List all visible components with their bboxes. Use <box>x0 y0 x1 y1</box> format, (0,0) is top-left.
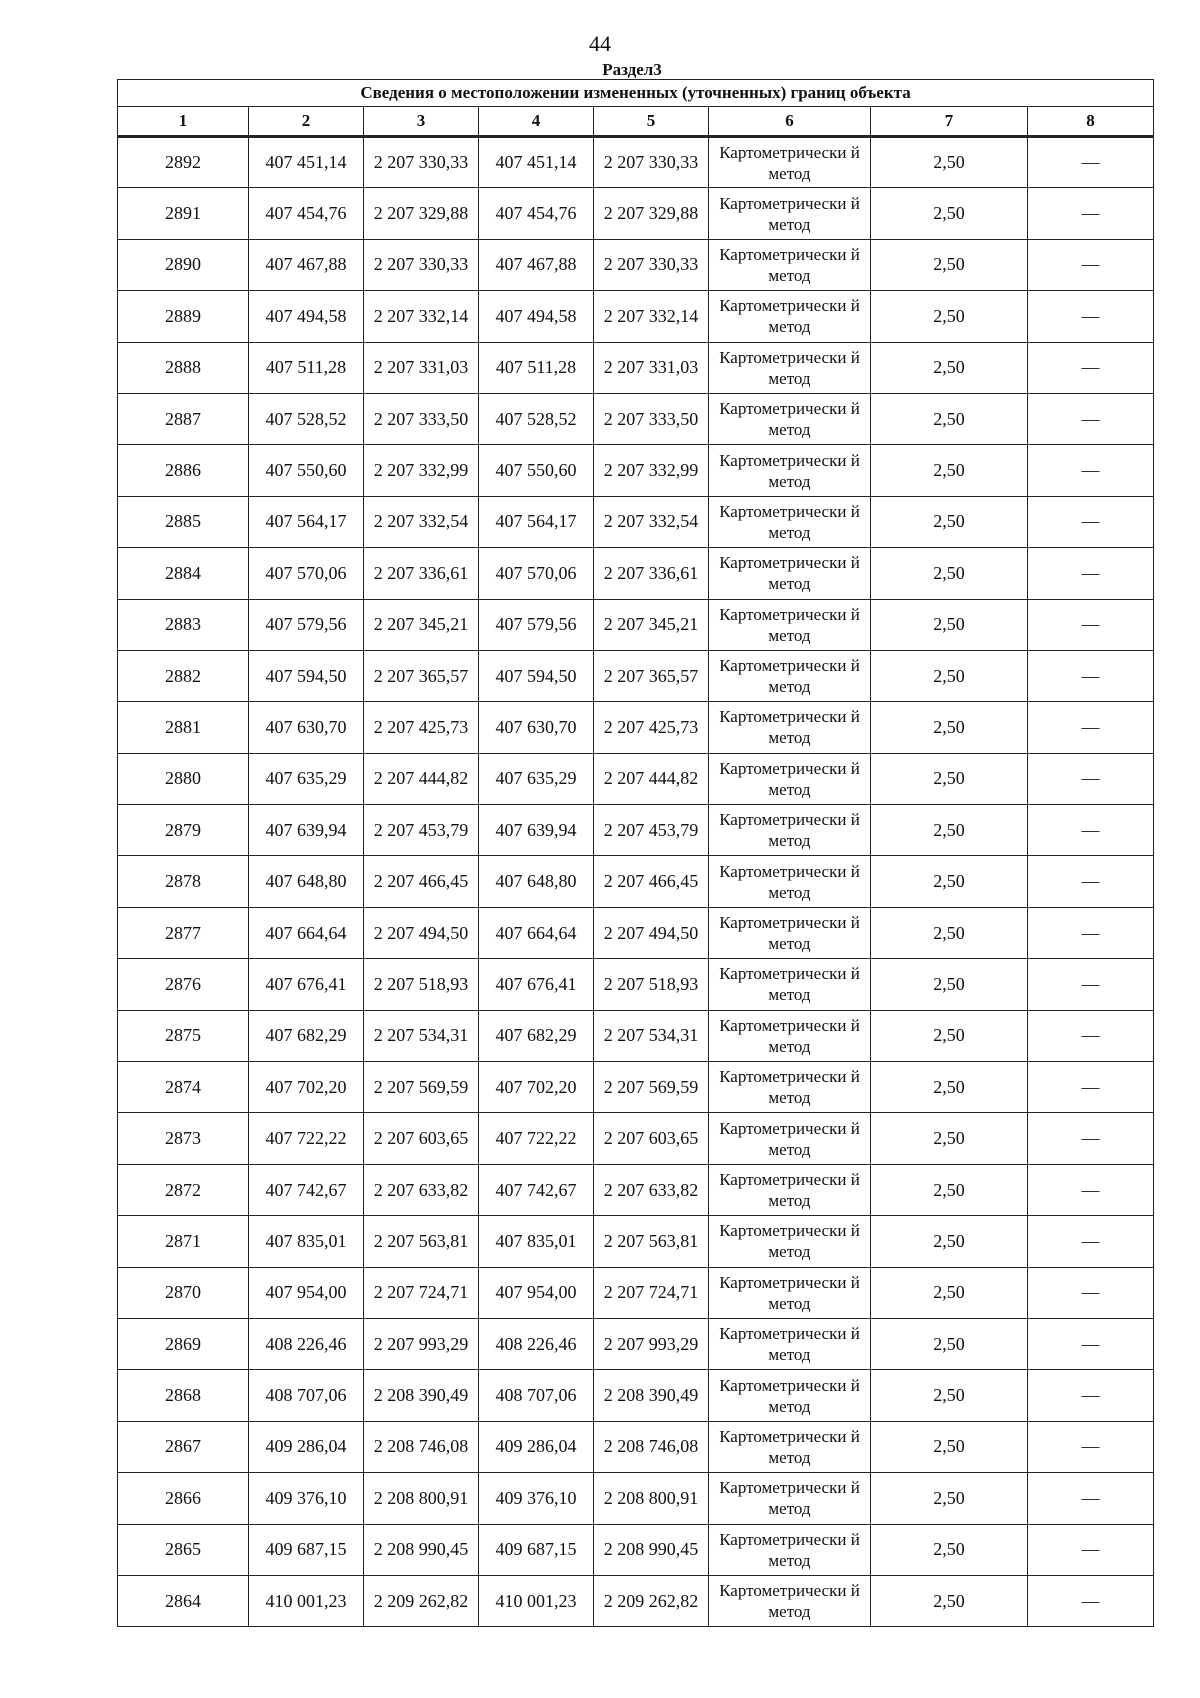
table-row <box>118 1216 1154 1267</box>
table-row <box>118 239 1154 290</box>
column-header-3: 3 <box>364 107 479 137</box>
cell-x-old: 407 722,22 <box>249 1113 364 1164</box>
cell-point-number: 2866 <box>118 1473 249 1524</box>
cell-method: Картометрически й метод <box>709 1473 871 1524</box>
cell-x-old: 407 635,29 <box>249 753 364 804</box>
cell-y-new: 2 207 993,29 <box>594 1318 709 1369</box>
cell-note: — <box>1028 856 1154 907</box>
cell-note: — <box>1028 1318 1154 1369</box>
cell-x-new: 407 528,52 <box>479 393 594 444</box>
cell-y-new: 2 208 800,91 <box>594 1473 709 1524</box>
cell-y-new: 2 208 990,45 <box>594 1524 709 1575</box>
cell-method: Картометрически й метод <box>709 959 871 1010</box>
cell-x-new: 408 226,46 <box>479 1318 594 1369</box>
cell-method: Картометрически й метод <box>709 445 871 496</box>
column-header-4: 4 <box>479 107 594 137</box>
cell-x-new: 407 835,01 <box>479 1216 594 1267</box>
cell-y-new: 2 207 336,61 <box>594 548 709 599</box>
cell-method: Картометрически й метод <box>709 239 871 290</box>
cell-point-number: 2883 <box>118 599 249 650</box>
cell-precision: 2,50 <box>871 907 1028 958</box>
cell-method: Картометрически й метод <box>709 753 871 804</box>
cell-y-old: 2 208 800,91 <box>364 1473 479 1524</box>
cell-precision: 2,50 <box>871 239 1028 290</box>
cell-precision: 2,50 <box>871 856 1028 907</box>
cell-point-number: 2873 <box>118 1113 249 1164</box>
cell-x-new: 407 682,29 <box>479 1010 594 1061</box>
cell-point-number: 2880 <box>118 753 249 804</box>
cell-x-old: 408 226,46 <box>249 1318 364 1369</box>
cell-y-old: 2 207 569,59 <box>364 1062 479 1113</box>
cell-x-old: 407 639,94 <box>249 805 364 856</box>
cell-precision: 2,50 <box>871 1370 1028 1421</box>
table-body <box>118 137 1154 1627</box>
cell-y-new: 2 207 332,99 <box>594 445 709 496</box>
cell-x-old: 407 742,67 <box>249 1164 364 1215</box>
cell-y-new: 2 207 518,93 <box>594 959 709 1010</box>
cell-note: — <box>1028 650 1154 701</box>
cell-x-new: 409 687,15 <box>479 1524 594 1575</box>
table-row <box>118 599 1154 650</box>
cell-x-old: 407 454,76 <box>249 188 364 239</box>
cell-point-number: 2874 <box>118 1062 249 1113</box>
cell-x-old: 407 570,06 <box>249 548 364 599</box>
cell-x-new: 407 467,88 <box>479 239 594 290</box>
cell-x-old: 409 286,04 <box>249 1421 364 1472</box>
cell-y-old: 2 207 329,88 <box>364 188 479 239</box>
cell-precision: 2,50 <box>871 496 1028 547</box>
cell-precision: 2,50 <box>871 1113 1028 1164</box>
cell-method: Картометрически й метод <box>709 291 871 342</box>
table-row <box>118 959 1154 1010</box>
cell-y-old: 2 208 990,45 <box>364 1524 479 1575</box>
cell-point-number: 2878 <box>118 856 249 907</box>
cell-method: Картометрически й метод <box>709 188 871 239</box>
cell-x-new: 407 494,58 <box>479 291 594 342</box>
boundary-coordinates-table <box>117 79 1154 1627</box>
cell-y-old: 2 207 724,71 <box>364 1267 479 1318</box>
cell-x-new: 407 564,17 <box>479 496 594 547</box>
cell-y-old: 2 207 453,79 <box>364 805 479 856</box>
cell-precision: 2,50 <box>871 599 1028 650</box>
cell-x-old: 407 954,00 <box>249 1267 364 1318</box>
table-row <box>118 1010 1154 1061</box>
cell-note: — <box>1028 291 1154 342</box>
cell-y-new: 2 207 329,88 <box>594 188 709 239</box>
cell-method: Картометрически й метод <box>709 342 871 393</box>
cell-x-old: 407 451,14 <box>249 137 364 188</box>
cell-point-number: 2864 <box>118 1575 249 1626</box>
cell-method: Картометрически й метод <box>709 1216 871 1267</box>
table-row <box>118 1575 1154 1626</box>
cell-note: — <box>1028 445 1154 496</box>
cell-x-new: 407 648,80 <box>479 856 594 907</box>
table-row <box>118 856 1154 907</box>
cell-method: Картометрически й метод <box>709 856 871 907</box>
cell-x-old: 407 702,20 <box>249 1062 364 1113</box>
cell-precision: 2,50 <box>871 1267 1028 1318</box>
cell-x-old: 407 648,80 <box>249 856 364 907</box>
table-row <box>118 496 1154 547</box>
table-caption-row <box>118 80 1154 107</box>
cell-point-number: 2890 <box>118 239 249 290</box>
cell-note: — <box>1028 1062 1154 1113</box>
cell-method: Картометрически й метод <box>709 650 871 701</box>
cell-precision: 2,50 <box>871 445 1028 496</box>
cell-precision: 2,50 <box>871 805 1028 856</box>
cell-x-new: 407 664,64 <box>479 907 594 958</box>
cell-precision: 2,50 <box>871 1575 1028 1626</box>
cell-x-old: 409 687,15 <box>249 1524 364 1575</box>
cell-x-new: 407 702,20 <box>479 1062 594 1113</box>
cell-method: Картометрически й метод <box>709 137 871 188</box>
table-row <box>118 753 1154 804</box>
cell-point-number: 2875 <box>118 1010 249 1061</box>
cell-note: — <box>1028 1216 1154 1267</box>
cell-method: Картометрически й метод <box>709 1370 871 1421</box>
cell-y-old: 2 207 330,33 <box>364 239 479 290</box>
cell-y-old: 2 208 390,49 <box>364 1370 479 1421</box>
cell-y-old: 2 207 563,81 <box>364 1216 479 1267</box>
cell-precision: 2,50 <box>871 1421 1028 1472</box>
cell-x-new: 407 594,50 <box>479 650 594 701</box>
table-row <box>118 702 1154 753</box>
cell-y-new: 2 207 332,14 <box>594 291 709 342</box>
table-row <box>118 1062 1154 1113</box>
cell-method: Картометрически й метод <box>709 1062 871 1113</box>
cell-x-new: 407 579,56 <box>479 599 594 650</box>
cell-x-old: 407 594,50 <box>249 650 364 701</box>
cell-note: — <box>1028 1473 1154 1524</box>
cell-y-old: 2 207 365,57 <box>364 650 479 701</box>
cell-y-new: 2 207 724,71 <box>594 1267 709 1318</box>
cell-point-number: 2887 <box>118 393 249 444</box>
cell-note: — <box>1028 1524 1154 1575</box>
cell-point-number: 2870 <box>118 1267 249 1318</box>
cell-x-new: 409 286,04 <box>479 1421 594 1472</box>
cell-x-new: 407 676,41 <box>479 959 594 1010</box>
cell-method: Картометрически й метод <box>709 496 871 547</box>
cell-x-old: 407 664,64 <box>249 907 364 958</box>
cell-method: Картометрически й метод <box>709 1010 871 1061</box>
cell-y-new: 2 207 330,33 <box>594 137 709 188</box>
table-row <box>118 1524 1154 1575</box>
cell-note: — <box>1028 496 1154 547</box>
cell-precision: 2,50 <box>871 342 1028 393</box>
cell-y-new: 2 207 425,73 <box>594 702 709 753</box>
column-header-7: 7 <box>871 107 1028 137</box>
cell-y-old: 2 207 425,73 <box>364 702 479 753</box>
cell-point-number: 2889 <box>118 291 249 342</box>
cell-x-new: 407 742,67 <box>479 1164 594 1215</box>
cell-point-number: 2876 <box>118 959 249 1010</box>
cell-precision: 2,50 <box>871 1473 1028 1524</box>
table-row <box>118 445 1154 496</box>
cell-point-number: 2882 <box>118 650 249 701</box>
cell-point-number: 2869 <box>118 1318 249 1369</box>
cell-note: — <box>1028 753 1154 804</box>
cell-point-number: 2884 <box>118 548 249 599</box>
table-row <box>118 1113 1154 1164</box>
cell-y-new: 2 209 262,82 <box>594 1575 709 1626</box>
cell-x-old: 407 835,01 <box>249 1216 364 1267</box>
cell-y-old: 2 207 444,82 <box>364 753 479 804</box>
cell-point-number: 2865 <box>118 1524 249 1575</box>
cell-y-new: 2 207 330,33 <box>594 239 709 290</box>
cell-point-number: 2891 <box>118 188 249 239</box>
cell-y-new: 2 207 453,79 <box>594 805 709 856</box>
cell-note: — <box>1028 599 1154 650</box>
cell-y-new: 2 207 365,57 <box>594 650 709 701</box>
table-row <box>118 137 1154 188</box>
table-row <box>118 1267 1154 1318</box>
cell-y-new: 2 207 563,81 <box>594 1216 709 1267</box>
cell-note: — <box>1028 1370 1154 1421</box>
cell-point-number: 2867 <box>118 1421 249 1472</box>
cell-precision: 2,50 <box>871 548 1028 599</box>
cell-precision: 2,50 <box>871 702 1028 753</box>
section-title: Раздел3 <box>602 60 662 79</box>
cell-precision: 2,50 <box>871 650 1028 701</box>
cell-y-new: 2 207 332,54 <box>594 496 709 547</box>
cell-precision: 2,50 <box>871 959 1028 1010</box>
cell-point-number: 2871 <box>118 1216 249 1267</box>
table-row <box>118 548 1154 599</box>
table-row <box>118 1473 1154 1524</box>
cell-x-new: 407 954,00 <box>479 1267 594 1318</box>
cell-y-new: 2 207 494,50 <box>594 907 709 958</box>
cell-y-old: 2 207 332,54 <box>364 496 479 547</box>
cell-precision: 2,50 <box>871 1164 1028 1215</box>
table-caption: Сведения о местоположении измененных (уточненных) границ объекта <box>118 80 1154 107</box>
table-row <box>118 188 1154 239</box>
cell-method: Картометрически й метод <box>709 599 871 650</box>
cell-x-old: 407 528,52 <box>249 393 364 444</box>
cell-note: — <box>1028 1113 1154 1164</box>
cell-x-new: 407 451,14 <box>479 137 594 188</box>
cell-y-old: 2 207 494,50 <box>364 907 479 958</box>
cell-point-number: 2872 <box>118 1164 249 1215</box>
cell-method: Картометрически й метод <box>709 1267 871 1318</box>
cell-x-old: 407 676,41 <box>249 959 364 1010</box>
table-header-row <box>118 107 1154 137</box>
cell-x-old: 409 376,10 <box>249 1473 364 1524</box>
cell-note: — <box>1028 702 1154 753</box>
cell-y-old: 2 207 534,31 <box>364 1010 479 1061</box>
cell-y-new: 2 207 633,82 <box>594 1164 709 1215</box>
cell-x-old: 407 550,60 <box>249 445 364 496</box>
cell-point-number: 2877 <box>118 907 249 958</box>
cell-y-new: 2 207 333,50 <box>594 393 709 444</box>
cell-x-new: 407 635,29 <box>479 753 594 804</box>
cell-note: — <box>1028 959 1154 1010</box>
cell-precision: 2,50 <box>871 1524 1028 1575</box>
cell-y-old: 2 207 993,29 <box>364 1318 479 1369</box>
cell-y-old: 2 207 603,65 <box>364 1113 479 1164</box>
cell-x-new: 410 001,23 <box>479 1575 594 1626</box>
cell-x-new: 409 376,10 <box>479 1473 594 1524</box>
cell-x-new: 407 511,28 <box>479 342 594 393</box>
cell-point-number: 2881 <box>118 702 249 753</box>
cell-precision: 2,50 <box>871 137 1028 188</box>
cell-x-new: 407 570,06 <box>479 548 594 599</box>
cell-method: Картометрически й метод <box>709 1524 871 1575</box>
cell-precision: 2,50 <box>871 1318 1028 1369</box>
cell-y-new: 2 207 603,65 <box>594 1113 709 1164</box>
cell-point-number: 2885 <box>118 496 249 547</box>
cell-x-old: 407 579,56 <box>249 599 364 650</box>
column-header-8: 8 <box>1028 107 1154 137</box>
column-header-6: 6 <box>709 107 871 137</box>
table-row <box>118 1370 1154 1421</box>
cell-method: Картометрически й метод <box>709 1113 871 1164</box>
cell-x-new: 407 722,22 <box>479 1113 594 1164</box>
cell-y-old: 2 207 331,03 <box>364 342 479 393</box>
cell-method: Картометрически й метод <box>709 805 871 856</box>
cell-y-new: 2 207 534,31 <box>594 1010 709 1061</box>
cell-note: — <box>1028 393 1154 444</box>
cell-point-number: 2868 <box>118 1370 249 1421</box>
column-header-2: 2 <box>249 107 364 137</box>
page-number: 44 <box>589 31 611 56</box>
cell-y-new: 2 207 345,21 <box>594 599 709 650</box>
cell-y-new: 2 207 331,03 <box>594 342 709 393</box>
cell-y-old: 2 207 333,50 <box>364 393 479 444</box>
cell-note: — <box>1028 805 1154 856</box>
cell-precision: 2,50 <box>871 1062 1028 1113</box>
cell-y-old: 2 207 518,93 <box>364 959 479 1010</box>
cell-method: Картометрически й метод <box>709 548 871 599</box>
cell-precision: 2,50 <box>871 1216 1028 1267</box>
table-row <box>118 291 1154 342</box>
table-row <box>118 342 1154 393</box>
cell-y-old: 2 207 332,14 <box>364 291 479 342</box>
cell-point-number: 2886 <box>118 445 249 496</box>
cell-y-old: 2 207 330,33 <box>364 137 479 188</box>
column-header-5: 5 <box>594 107 709 137</box>
cell-method: Картометрически й метод <box>709 1164 871 1215</box>
cell-y-old: 2 207 466,45 <box>364 856 479 907</box>
cell-y-old: 2 209 262,82 <box>364 1575 479 1626</box>
cell-note: — <box>1028 239 1154 290</box>
table-row <box>118 805 1154 856</box>
cell-point-number: 2888 <box>118 342 249 393</box>
cell-y-new: 2 208 746,08 <box>594 1421 709 1472</box>
cell-y-new: 2 208 390,49 <box>594 1370 709 1421</box>
cell-method: Картометрически й метод <box>709 393 871 444</box>
cell-x-new: 407 639,94 <box>479 805 594 856</box>
cell-note: — <box>1028 1164 1154 1215</box>
cell-x-new: 407 630,70 <box>479 702 594 753</box>
cell-note: — <box>1028 907 1154 958</box>
cell-y-old: 2 207 336,61 <box>364 548 479 599</box>
cell-precision: 2,50 <box>871 188 1028 239</box>
cell-precision: 2,50 <box>871 753 1028 804</box>
cell-precision: 2,50 <box>871 1010 1028 1061</box>
cell-x-new: 408 707,06 <box>479 1370 594 1421</box>
column-header-1: 1 <box>118 107 249 137</box>
cell-method: Картометрически й метод <box>709 1318 871 1369</box>
cell-y-old: 2 207 332,99 <box>364 445 479 496</box>
cell-precision: 2,50 <box>871 291 1028 342</box>
cell-x-new: 407 550,60 <box>479 445 594 496</box>
cell-precision: 2,50 <box>871 393 1028 444</box>
cell-y-old: 2 207 345,21 <box>364 599 479 650</box>
cell-note: — <box>1028 1575 1154 1626</box>
cell-x-old: 407 511,28 <box>249 342 364 393</box>
cell-x-old: 407 564,17 <box>249 496 364 547</box>
cell-x-old: 410 001,23 <box>249 1575 364 1626</box>
table-row <box>118 1421 1154 1472</box>
cell-point-number: 2879 <box>118 805 249 856</box>
cell-x-old: 407 494,58 <box>249 291 364 342</box>
cell-note: — <box>1028 342 1154 393</box>
table-row <box>118 907 1154 958</box>
cell-note: — <box>1028 188 1154 239</box>
cell-x-old: 407 630,70 <box>249 702 364 753</box>
cell-method: Картометрически й метод <box>709 1575 871 1626</box>
cell-note: — <box>1028 137 1154 188</box>
cell-method: Картометрически й метод <box>709 907 871 958</box>
cell-x-old: 407 467,88 <box>249 239 364 290</box>
cell-x-old: 408 707,06 <box>249 1370 364 1421</box>
cell-y-old: 2 208 746,08 <box>364 1421 479 1472</box>
cell-y-new: 2 207 466,45 <box>594 856 709 907</box>
table-row <box>118 650 1154 701</box>
cell-y-new: 2 207 569,59 <box>594 1062 709 1113</box>
table-row <box>118 1164 1154 1215</box>
cell-y-new: 2 207 444,82 <box>594 753 709 804</box>
cell-method: Картометрически й метод <box>709 1421 871 1472</box>
table-row <box>118 393 1154 444</box>
cell-x-new: 407 454,76 <box>479 188 594 239</box>
table-row <box>118 1318 1154 1369</box>
cell-method: Картометрически й метод <box>709 702 871 753</box>
cell-note: — <box>1028 1010 1154 1061</box>
cell-x-old: 407 682,29 <box>249 1010 364 1061</box>
cell-y-old: 2 207 633,82 <box>364 1164 479 1215</box>
cell-note: — <box>1028 1421 1154 1472</box>
cell-note: — <box>1028 1267 1154 1318</box>
cell-point-number: 2892 <box>118 137 249 188</box>
cell-note: — <box>1028 548 1154 599</box>
